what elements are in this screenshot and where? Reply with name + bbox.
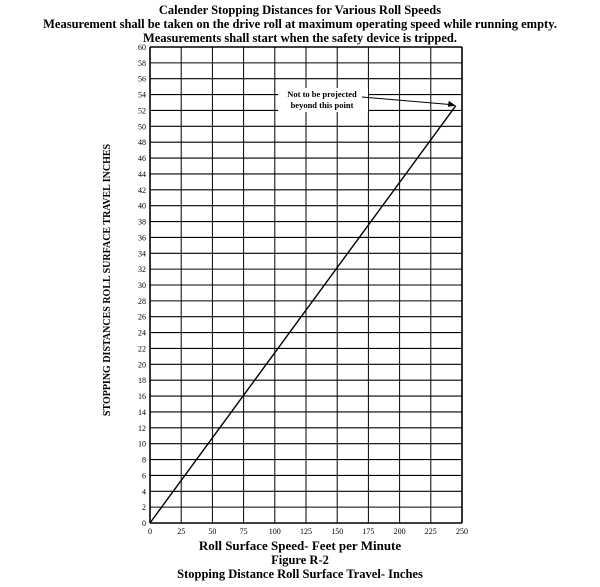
y-tick-label: 4 [142,487,146,497]
annotation-line-2: beyond this point [290,100,354,110]
annotation-arrowhead [448,101,456,107]
y-tick-label: 20 [138,360,146,370]
annotation-line-1: Not to be projected [287,89,357,99]
y-tick-label: 60 [138,43,146,52]
grid [150,47,462,523]
annotation-arrow-line [362,97,453,105]
chart-subtitle-measurement: Measurement shall be taken on the drive roll at maximum operating speed while running empty. [43,17,557,31]
figure-caption: Stopping Distance Roll Surface Travel- Inches [177,567,423,581]
y-tick-label: 56 [138,74,146,84]
y-tick-label: 28 [138,296,146,306]
y-axis-label: STOPPING DISTANCES ROLL SURFACE TRAVEL INCHES [102,143,113,417]
y-tick-label: 2 [142,503,146,513]
y-tick-label: 8 [142,455,146,465]
y-tick-label: 34 [138,249,146,259]
y-tick-label: 58 [138,58,146,68]
y-tick-label: 22 [138,344,146,354]
chart-title: Calender Stopping Distances for Various Roll Speeds [158,3,442,17]
y-tick-label: 14 [138,407,146,417]
figure-number: Figure R-2 [271,553,329,567]
y-tick-label: 0 [142,519,146,528]
x-tick-label: 25 [177,527,186,536]
x-tick-label: 50 [208,527,217,536]
y-tick-label: 32 [138,265,146,275]
chart-subtitle-start: Measurements shall start when the safety device is tripped. [143,31,457,45]
series-layer [150,106,456,523]
annotation [278,88,456,112]
y-tick-label: 42 [138,185,146,195]
tick-labels [138,43,468,536]
y-tick-label: 38 [138,217,146,227]
y-tick-label: 54 [138,90,146,100]
y-tick-label: 12 [138,423,146,433]
x-tick-label: 75 [239,527,248,536]
y-tick-label: 48 [138,138,146,148]
chart-footer [0,539,600,581]
y-tick-label: 46 [138,154,146,164]
x-tick-label: 150 [331,527,344,536]
y-tick-label: 30 [138,281,146,290]
y-tick-label: 10 [138,439,146,449]
y-tick-label: 24 [138,328,146,338]
x-tick-label: 175 [362,527,375,536]
x-tick-label: 225 [424,527,437,536]
stopping-distance-line [150,106,456,523]
x-tick-label: 0 [148,527,152,536]
x-tick-label: 125 [300,527,312,536]
y-tick-label: 44 [138,169,146,179]
y-tick-label: 26 [138,312,146,322]
y-tick-label: 6 [142,471,146,481]
x-tick-label: 200 [393,527,406,536]
x-tick-label: 250 [456,527,468,536]
y-tick-label: 52 [138,106,146,116]
y-tick-label: 16 [138,392,146,402]
y-tick-label: 36 [138,233,146,243]
y-tick-label: 40 [138,201,146,211]
x-axis-label: Roll Surface Speed- Feet per Minute [198,538,402,553]
y-tick-label: 18 [138,376,146,386]
x-tick-label: 100 [268,527,281,536]
y-tick-label: 50 [138,122,146,132]
